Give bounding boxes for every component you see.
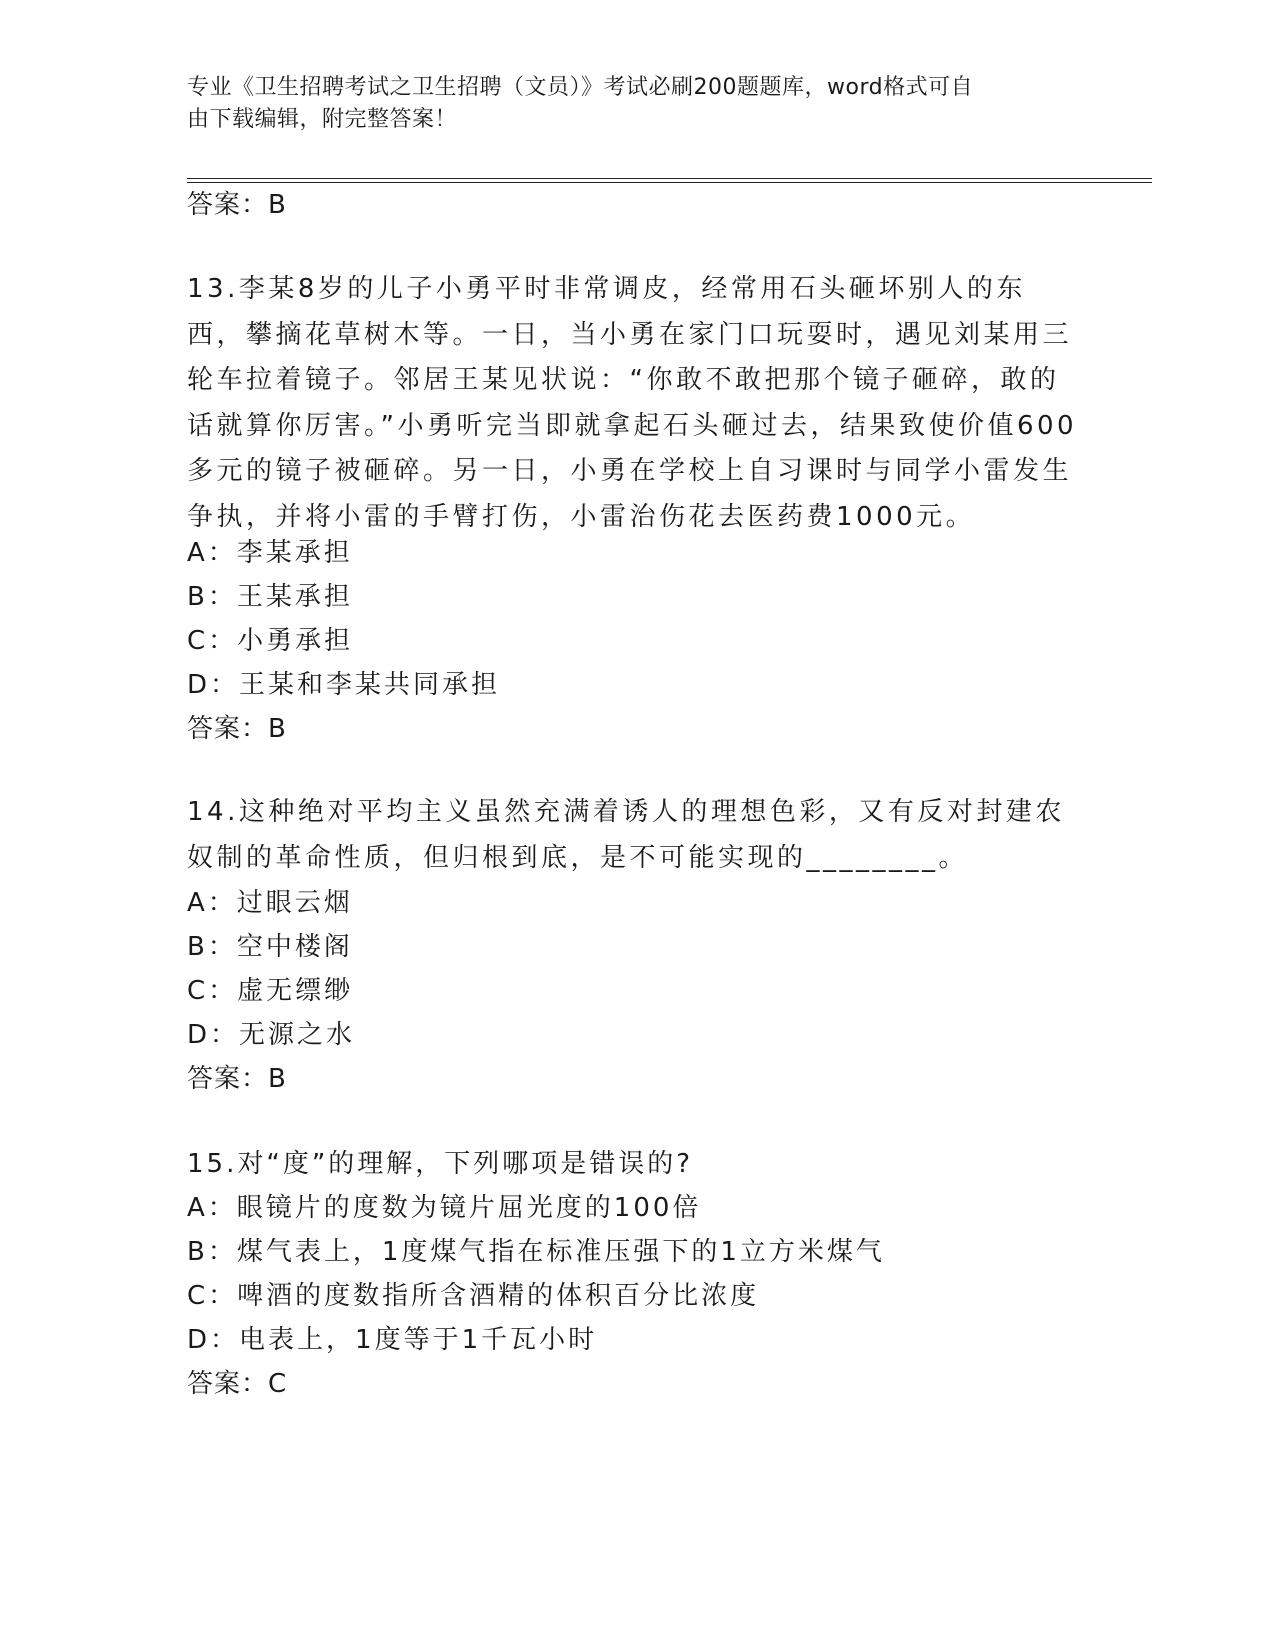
question-13-answer: 答案：B <box>187 714 287 744</box>
question-15-option-a: A：眼镜片的度数为镜片屈光度的100倍 <box>187 1193 702 1223</box>
question-13-option-c: C：小勇承担 <box>187 626 354 656</box>
question-13-option-d: D：王某和李某共同承担 <box>187 670 501 700</box>
document-header <box>187 72 1067 136</box>
question-15-answer: 答案：C <box>187 1369 288 1399</box>
question-14-option-d: D：无源之水 <box>187 1020 356 1050</box>
question-14-option-b: B：空中楼阁 <box>187 932 353 962</box>
header-line-2: 由下载编辑，附完整答案！ <box>187 107 458 132</box>
question-14-option-c: C：虚无缥缈 <box>187 976 354 1006</box>
header-divider <box>187 178 1152 183</box>
question-13-text: 13.李某8岁的儿子小勇平时非常调皮，经常用石头砸坏别人的东西，攀摘花草树木等。一日，当小勇在家门口玩耍时，遇见刘某用三轮车拉着镜子。邻居王某见状说：“你敢不敢把那个镜子砸碎，敢的话就算你厉害。”小勇听完当即就拿起石头砸过去，结果致使价值600多元的镜子被砸碎。另一日，小勇在学校上自习课时与同学小雷发生争执，并将小雷的手臂打伤，小雷治伤花去医药费1000元。 <box>187 274 1078 532</box>
question-15-option-c: C：啤酒的度数指所含酒精的体积百分比浓度 <box>187 1281 760 1311</box>
header-line-1: 专业《卫生招聘考试之卫生招聘（文员）》考试必刷200题题库，word格式可自 <box>187 75 974 100</box>
question-15-option-d: D：电表上，1度等于1千瓦小时 <box>187 1325 598 1355</box>
answer-prev: 答案：B <box>187 190 287 220</box>
question-14-text: 14.这种绝对平均主义虽然充满着诱人的理想色彩，又有反对封建农奴制的革命性质，但归根到底，是不可能实现的________。 <box>187 797 1065 873</box>
question-13-option-b: B：王某承担 <box>187 582 353 612</box>
question-14-option-a: A：过眼云烟 <box>187 888 353 918</box>
question-14-answer: 答案：B <box>187 1064 287 1094</box>
question-13-option-a: A：李某承担 <box>187 538 353 568</box>
question-15-option-b: B：煤气表上，1度煤气指在标准压强下的1立方米煤气 <box>187 1237 885 1267</box>
question-15-text: 15.对“度”的理解，下列哪项是错误的? <box>187 1149 694 1179</box>
